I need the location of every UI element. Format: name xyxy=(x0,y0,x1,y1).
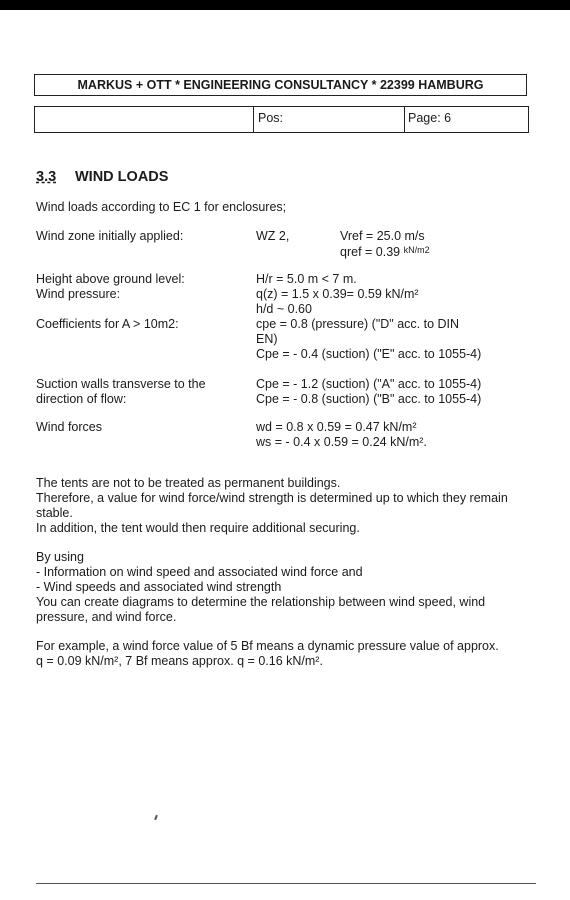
paragraph-line: For example, a wind force value of 5 Bf means a dynamic pressure value of approx. xyxy=(36,639,499,653)
pressure-label: Wind pressure: xyxy=(36,287,121,301)
paragraph-line: q = 0.09 kN/m², 7 Bf means approx. q = 0.16 kN/m². xyxy=(36,654,323,668)
stray-mark xyxy=(154,815,158,820)
paragraph-line: The tents are not to be treated as permanent buildings. xyxy=(36,476,341,490)
paragraph-diagrams xyxy=(36,550,485,625)
cpe-a: Cpe = - 1.2 (suction) ("A" acc. to 1055-4) xyxy=(256,377,482,391)
paragraph-line: You can create diagrams to determine the relationship between wind speed, wind xyxy=(36,595,486,609)
section-number: 3.3 xyxy=(36,169,57,185)
top-black-bar xyxy=(0,0,570,10)
paragraph-line: In addition, the tent would then require additional securing. xyxy=(36,521,360,535)
cpe-pressure-cont: EN) xyxy=(256,332,278,346)
suction-label-1: Suction walls transverse to the xyxy=(36,377,206,391)
ws-value: ws = - 0.4 x 0.59 = 0.24 kN/m². xyxy=(256,435,427,449)
wind-forces-label: Wind forces xyxy=(36,420,102,434)
company-line: MARKUS + OTT * ENGINEERING CONSULTANCY * 22399 HAMBURG xyxy=(77,78,484,92)
position-page-row xyxy=(34,106,529,133)
section-title: WIND LOADS xyxy=(75,169,169,185)
vref-value: Vref = 25.0 m/s xyxy=(340,229,425,243)
cell-divider xyxy=(404,107,405,132)
qref-unit: kN/m2 xyxy=(403,245,430,255)
cell-divider xyxy=(253,107,254,132)
paragraph-line: - Wind speeds and associated wind strength xyxy=(36,580,282,594)
qref-text: qref = 0.39 xyxy=(340,245,404,259)
paragraph-line: pressure, and wind force. xyxy=(36,610,177,624)
paragraph-tents xyxy=(36,476,508,536)
wd-value: wd = 0.8 x 0.59 = 0.47 kN/m² xyxy=(256,420,417,434)
qref-value xyxy=(340,243,430,260)
hr-value: H/r = 5.0 m < 7 m. xyxy=(256,272,357,286)
height-label: Height above ground level: xyxy=(36,272,185,286)
paragraph-line: By using xyxy=(36,550,84,564)
qz-value: q(z) = 1.5 x 0.39= 0.59 kN/m² xyxy=(256,287,419,301)
pos-label: Pos: xyxy=(258,111,284,125)
paragraph-example xyxy=(36,639,499,669)
company-header xyxy=(34,74,527,96)
coefficients-label: Coefficients for A > 10m2: xyxy=(36,317,179,331)
zone-value: WZ 2, xyxy=(256,229,290,243)
paragraph-line: - Information on wind speed and associated wind force and xyxy=(36,565,363,579)
paragraph-line: stable. xyxy=(36,506,73,520)
cpe-suction: Cpe = - 0.4 (suction) ("E" acc. to 1055-4) xyxy=(256,347,482,361)
paragraph-line: Therefore, a value for wind force/wind strength is determined up to which they remain xyxy=(36,491,508,505)
suction-label-2: direction of flow: xyxy=(36,392,127,406)
zone-label: Wind zone initially applied: xyxy=(36,229,184,243)
hd-value: h/d ~ 0.60 xyxy=(256,302,312,316)
page-number: Page: 6 xyxy=(408,111,452,125)
footer-rule xyxy=(36,883,536,884)
intro-text: Wind loads according to EC 1 for enclosures; xyxy=(36,200,287,214)
cpe-b: Cpe = - 0.8 (suction) ("B" acc. to 1055-4) xyxy=(256,392,482,406)
cpe-pressure: cpe = 0.8 (pressure) ("D" acc. to DIN xyxy=(256,317,460,331)
